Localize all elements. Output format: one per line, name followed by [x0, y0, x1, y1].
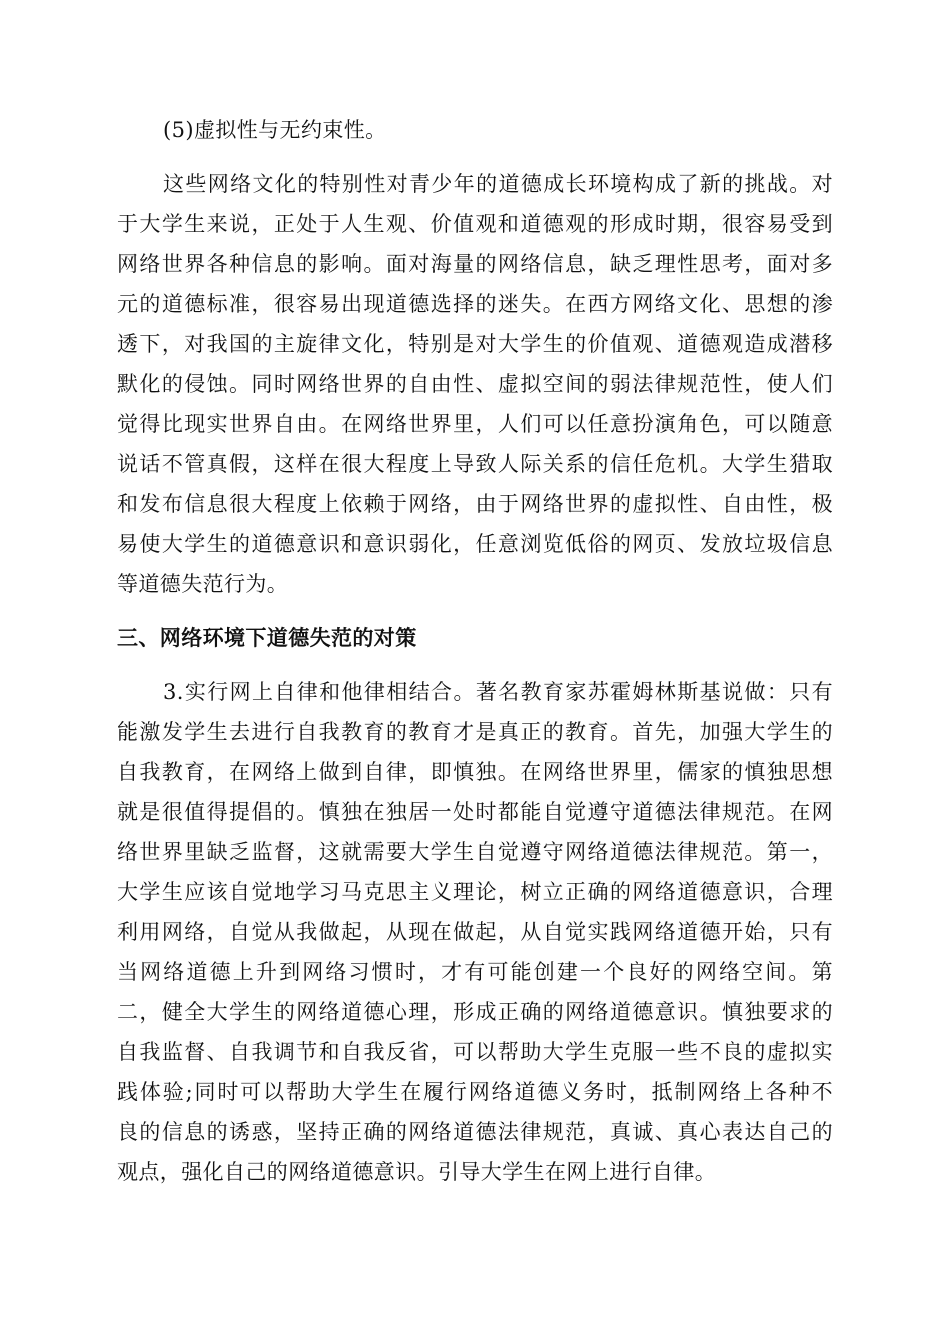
paragraph-line: 能激发学生去进行自我教育的教育才是真正的教育。首先，加强大学生的	[117, 720, 833, 744]
paragraph-line: 二，健全大学生的网络道德心理，形成正确的网络道德意识。慎独要求的	[117, 1000, 833, 1024]
paragraph-line: 觉得比现实世界自由。在网络世界里，人们可以任意扮演角色，可以随意	[117, 412, 833, 436]
paragraph-line: 默化的侵蚀。同时网络世界的自由性、虚拟空间的弱法律规范性，使人们	[117, 372, 833, 396]
paragraph-line: 和发布信息很大程度上依赖于网络，由于网络世界的虚拟性、自由性，极	[117, 492, 833, 516]
paragraph-line: 利用网络，自觉从我做起，从现在做起，从自觉实践网络道德开始，只有	[117, 920, 833, 944]
paragraph-line: 自我教育，在网络上做到自律，即慎独。在网络世界里，儒家的慎独思想	[117, 760, 833, 784]
paragraph-line: 观点，强化自己的网络道德意识。引导大学生在网上进行自律。	[117, 1160, 717, 1184]
section-heading: 三、网络环境下道德失范的对策	[117, 626, 417, 650]
paragraph-line: 于大学生来说，正处于人生观、价值观和道德观的形成时期，很容易受到	[117, 212, 833, 236]
paragraph-line: 易使大学生的道德意识和意识弱化，任意浏览低俗的网页、发放垃圾信息	[117, 532, 833, 556]
paragraph-line: 大学生应该自觉地学习马克思主义理论，树立正确的网络道德意识，合理	[117, 880, 833, 904]
paragraph-line: 等道德失范行为。	[117, 572, 289, 596]
list-item-5: (5)虚拟性与无约束性。	[163, 118, 387, 142]
paragraph-line: 元的道德标准，很容易出现道德选择的迷失。在西方网络文化、思想的渗	[117, 292, 833, 316]
paragraph-line: 自我监督、自我调节和自我反省，可以帮助大学生克服一些不良的虚拟实	[117, 1040, 833, 1064]
paragraph-line: 就是很值得提倡的。慎独在独居一处时都能自觉遵守道德法律规范。在网	[117, 800, 833, 824]
paragraph-line: 说话不管真假，这样在很大程度上导致人际关系的信任危机。大学生猎取	[117, 452, 833, 476]
paragraph-line: 良的信息的诱惑，坚持正确的网络道德法律规范，真诚、真心表达自己的	[117, 1120, 833, 1144]
paragraph-line: 践体验;同时可以帮助大学生在履行网络道德义务时，抵制网络上各种不	[117, 1080, 833, 1104]
paragraph-line: 这些网络文化的特别性对青少年的道德成长环境构成了新的挑战。对	[163, 172, 833, 196]
paragraph-line: 网络世界各种信息的影响。面对海量的网络信息，缺乏理性思考，面对多	[117, 252, 833, 276]
paragraph-line: 络世界里缺乏监督，这就需要大学生自觉遵守网络道德法律规范。第一，	[117, 840, 833, 864]
paragraph-line: 3.实行网上自律和他律相结合。著名教育家苏霍姆林斯基说做：只有	[163, 680, 833, 704]
paragraph-line: 当网络道德上升到网络习惯时，才有可能创建一个良好的网络空间。第	[117, 960, 833, 984]
paragraph-line: 透下，对我国的主旋律文化，特别是对大学生的价值观、道德观造成潜移	[117, 332, 833, 356]
